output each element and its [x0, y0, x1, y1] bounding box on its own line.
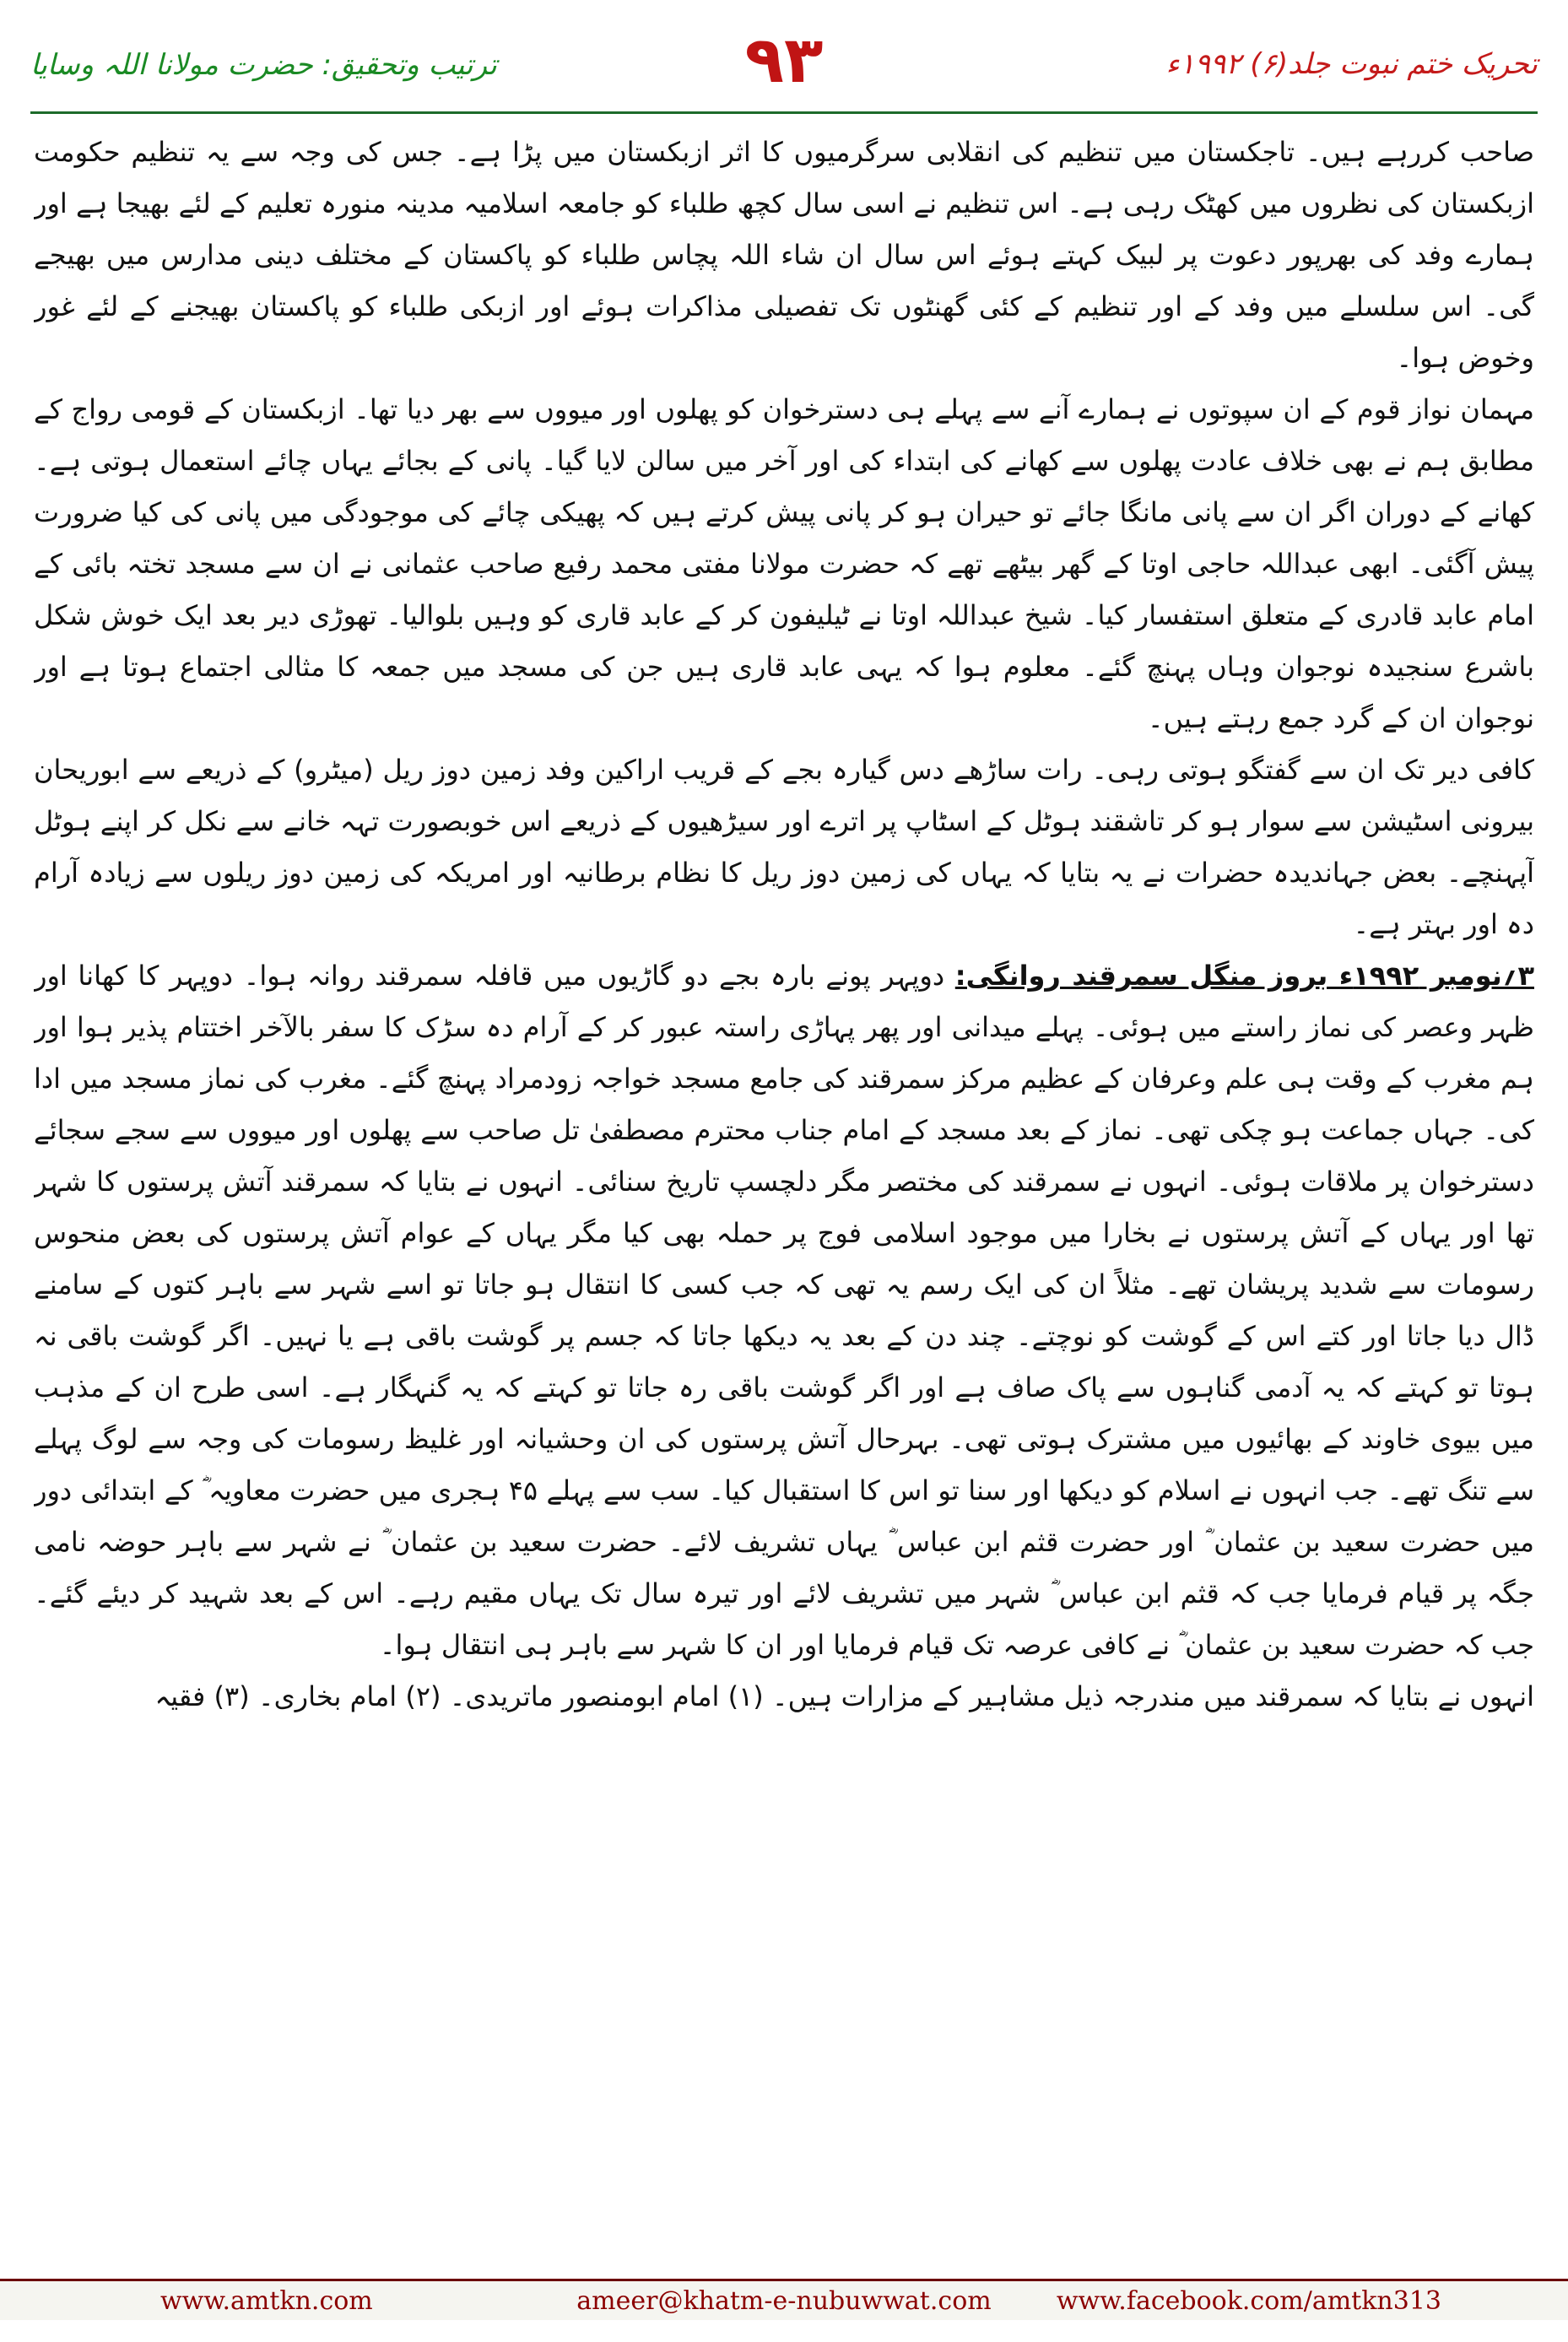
paragraph-2: مہمان نواز قوم کے ان سپوتوں نے ہمارے آنے سے پہلے ہی دسترخوان کو پھلوں اور میووں سے بھر دیا تھا۔ ازبکستان کے قومی رواج کے مطابق ہم نے بھی خلاف عادت پھلوں سے کھانے کی ابتداء کی اور آخر میں سالن لایا گیا۔ پانی کے بجائے یہاں چائے استعمال ہوتی ہے۔ کھانے کے دوران اگر ان سے پانی مانگا جائے تو حیران ہو کر پانی پیش کرتے ہیں کہ پھیکی چائے کی موجودگی میں پانی کی کیا ضرورت پیش آگئی۔ ابھی عبداللہ حاجی اوتا کے گھر بیٹھے تھے کہ حضرت مولانا مفتی محمد رفیع صاحب عثمانی نے ان سے مسجد تختہ بائی کے امام عابد قادری کے متعلق استفسار کیا۔ شیخ عبداللہ اوتا نے ٹیلیفون کر کے عابد قاری کو وہیں بلوالیا۔ تھوڑی دیر بعد ایک خوش شکل باشرع سنجیدہ نوجوان وہاں پہنچ گئے۔ معلوم ہوا کہ یہی عابد قاری ہیں جن کی مسجد میں جمعہ کا مثالی اجتماع ہوتا ہے اور نوجوان ان کے گرد جمع رہتے ہیں۔ [34, 393, 1534, 734]
section-heading: ۳؍نومبر ۱۹۹۲ء بروز منگل سمرقند روانگی: [954, 960, 1534, 992]
page-number: ۹۳ [744, 22, 824, 97]
compiler-credit: ترتیب وتحقیق: حضرت مولانا اللہ وسایا [30, 48, 497, 82]
page-header [30, 15, 1538, 110]
paragraph-1: صاحب کررہے ہیں۔ تاجکستان میں تنظیم کی انقلابی سرگرمیوں کا اثر ازبکستان میں پڑا ہے۔ جس کی وجہ سے یہ تنظیم حکومت ازبکستان کی نظروں میں کھٹک رہی ہے۔ اس تنظیم نے اسی سال کچھ طلباء کو جامعہ اسلامیہ مدینہ منورہ تعلیم کے لئے بھیجا ہے اور ہمارے وفد کی بھرپور دعوت پر لبیک کہتے ہوئے اس سال ان شاء اللہ پچاس طلباء کو پاکستان کے مختلف دینی مدارس میں بھیجے گی۔ اس سلسلے میں وفد کے اور تنظیم کے کئی گھنٹوں تک تفصیلی مذاکرات ہوئے اور ازبکی طلباء کو پاکستان بھیجنے کے لئے غور وخوض ہوا۔ [34, 136, 1534, 374]
book-title: تحریک ختم نبوت جلد(۶) ۱۹۹۲ء [1165, 47, 1538, 81]
facebook-link[interactable]: www.facebook.com/amtkn313 [1056, 2286, 1441, 2316]
page-footer [0, 2279, 1568, 2320]
page-body [34, 127, 1534, 2228]
section-text: دوپہر پونے بارہ بجے دو گاڑیوں میں قافلہ سمرقند روانہ ہوا۔ دوپہر کا کھانا اور ظہر وعصر کی نماز راستے میں ہوئی۔ پہلے میدانی اور پھر پہاڑی راستہ عبور کر کے آرام دہ سڑک کا سفر بالآخر اختتام پذیر ہوا اور ہم مغرب کے وقت ہی علم وعرفان کے عظیم مرکز سمرقند کی جامع مسجد خواجہ زودمراد پہنچ گئے۔ مغرب کی نماز مسجد میں ادا کی۔ جہاں جماعت ہو چکی تھی۔ نماز کے بعد مسجد کے امام جناب محترم مصطفیٰ تل صاحب سے پھلوں اور میووں سے سجے سجائے دسترخوان پر ملاقات ہوئی۔ انہوں نے سمرقند کی مختصر مگر دلچسپ تاریخ سنائی۔ انہوں نے بتایا کہ سمرقند آتش پرستوں کا شہر تھا اور یہاں کے آتش پرستوں نے بخارا میں موجود اسلامی فوج پر حملہ بھی کیا مگر یہاں کے عوام آتش پرستوں کی بعض منحوس رسومات سے شدید پریشان تھے۔ مثلاً ان کی ایک رسم یہ تھی کہ جب کسی کا انتقال ہو جاتا تو اسے شہر سے باہر کتوں کے سامنے ڈال دیا جاتا اور کتے اس کے گوشت کو نوچتے۔ چند دن کے بعد یہ دیکھا جاتا کہ جسم پر گوشت باقی ہے یا نہیں۔ اگر گوشت باقی نہ ہوتا تو کہتے کہ یہ آدمی گناہوں سے پاک صاف ہے اور اگر گوشت باقی رہ جاتا تو کہتے کہ یہ گنہگار ہے۔ اسی طرح ان کے مذہب میں بیوی خاوند کے بھائیوں میں مشترک ہوتی تھی۔ بہرحال آتش پرستوں کی ان وحشیانہ اور غلیظ رسومات کی وجہ سے لوگ پہلے سے تنگ تھے۔ جب انہوں نے اسلام کو دیکھا اور سنا تو اس کا استقبال کیا۔ سب سے پہلے ۴۵ ہجری میں حضرت معاویہ ؓ کے ابتدائی دور میں حضرت سعید بن عثمان ؓ اور حضرت قثم ابن عباس ؓ یہاں تشریف لائے۔ حضرت سعید بن عثمان ؓ نے شہر سے باہر حوضہ نامی جگہ پر قیام فرمایا جب کہ قثم ابن عباس ؓ شہر میں تشریف لائے اور تیرہ سال تک یہاں مقیم رہے۔ اس کے بعد شہید کر دیئے گئے۔ جب کہ حضرت سعید بن عثمان ؓ نے کافی عرصہ تک قیام فرمایا اور ان کا شہر سے باہر ہی انتقال ہوا۔ [34, 960, 1534, 1661]
website-link[interactable]: www.amtkn.com [160, 2286, 373, 2316]
section-paragraph [34, 950, 1534, 1671]
header-divider [30, 111, 1538, 114]
last-paragraph: انہوں نے بتایا کہ سمرقند میں مندرجہ ذیل مشاہیر کے مزارات ہیں۔ (۱) امام ابومنصور ماتریدی۔ (۲) امام بخاری۔ (۳) فقیہ [154, 1680, 1534, 1712]
paragraph-3: کافی دیر تک ان سے گفتگو ہوتی رہی۔ رات ساڑھے دس گیارہ بجے کے قریب اراکین وفد زمین دوز ریل (میٹرو) کے ذریعے سے ابوریحان بیرونی اسٹیشن سے سوار ہو کر تاشقند ہوٹل کے اسٹاپ پر اترے اور سیڑھیوں کے ذریعے اس خوبصورت تہہ خانے سے نکل کر اپنے ہوٹل آپہنچے۔ بعض جہاندیدہ حضرات نے یہ بتایا کہ یہاں کی زمین دوز ریل کا نظام برطانیہ اور امریکہ کی زمین دوز ریلوں سے زیادہ آرام دہ اور بہتر ہے۔ [34, 754, 1534, 940]
email-link[interactable]: ameer@khatm-e-nubuwwat.com [576, 2286, 992, 2316]
